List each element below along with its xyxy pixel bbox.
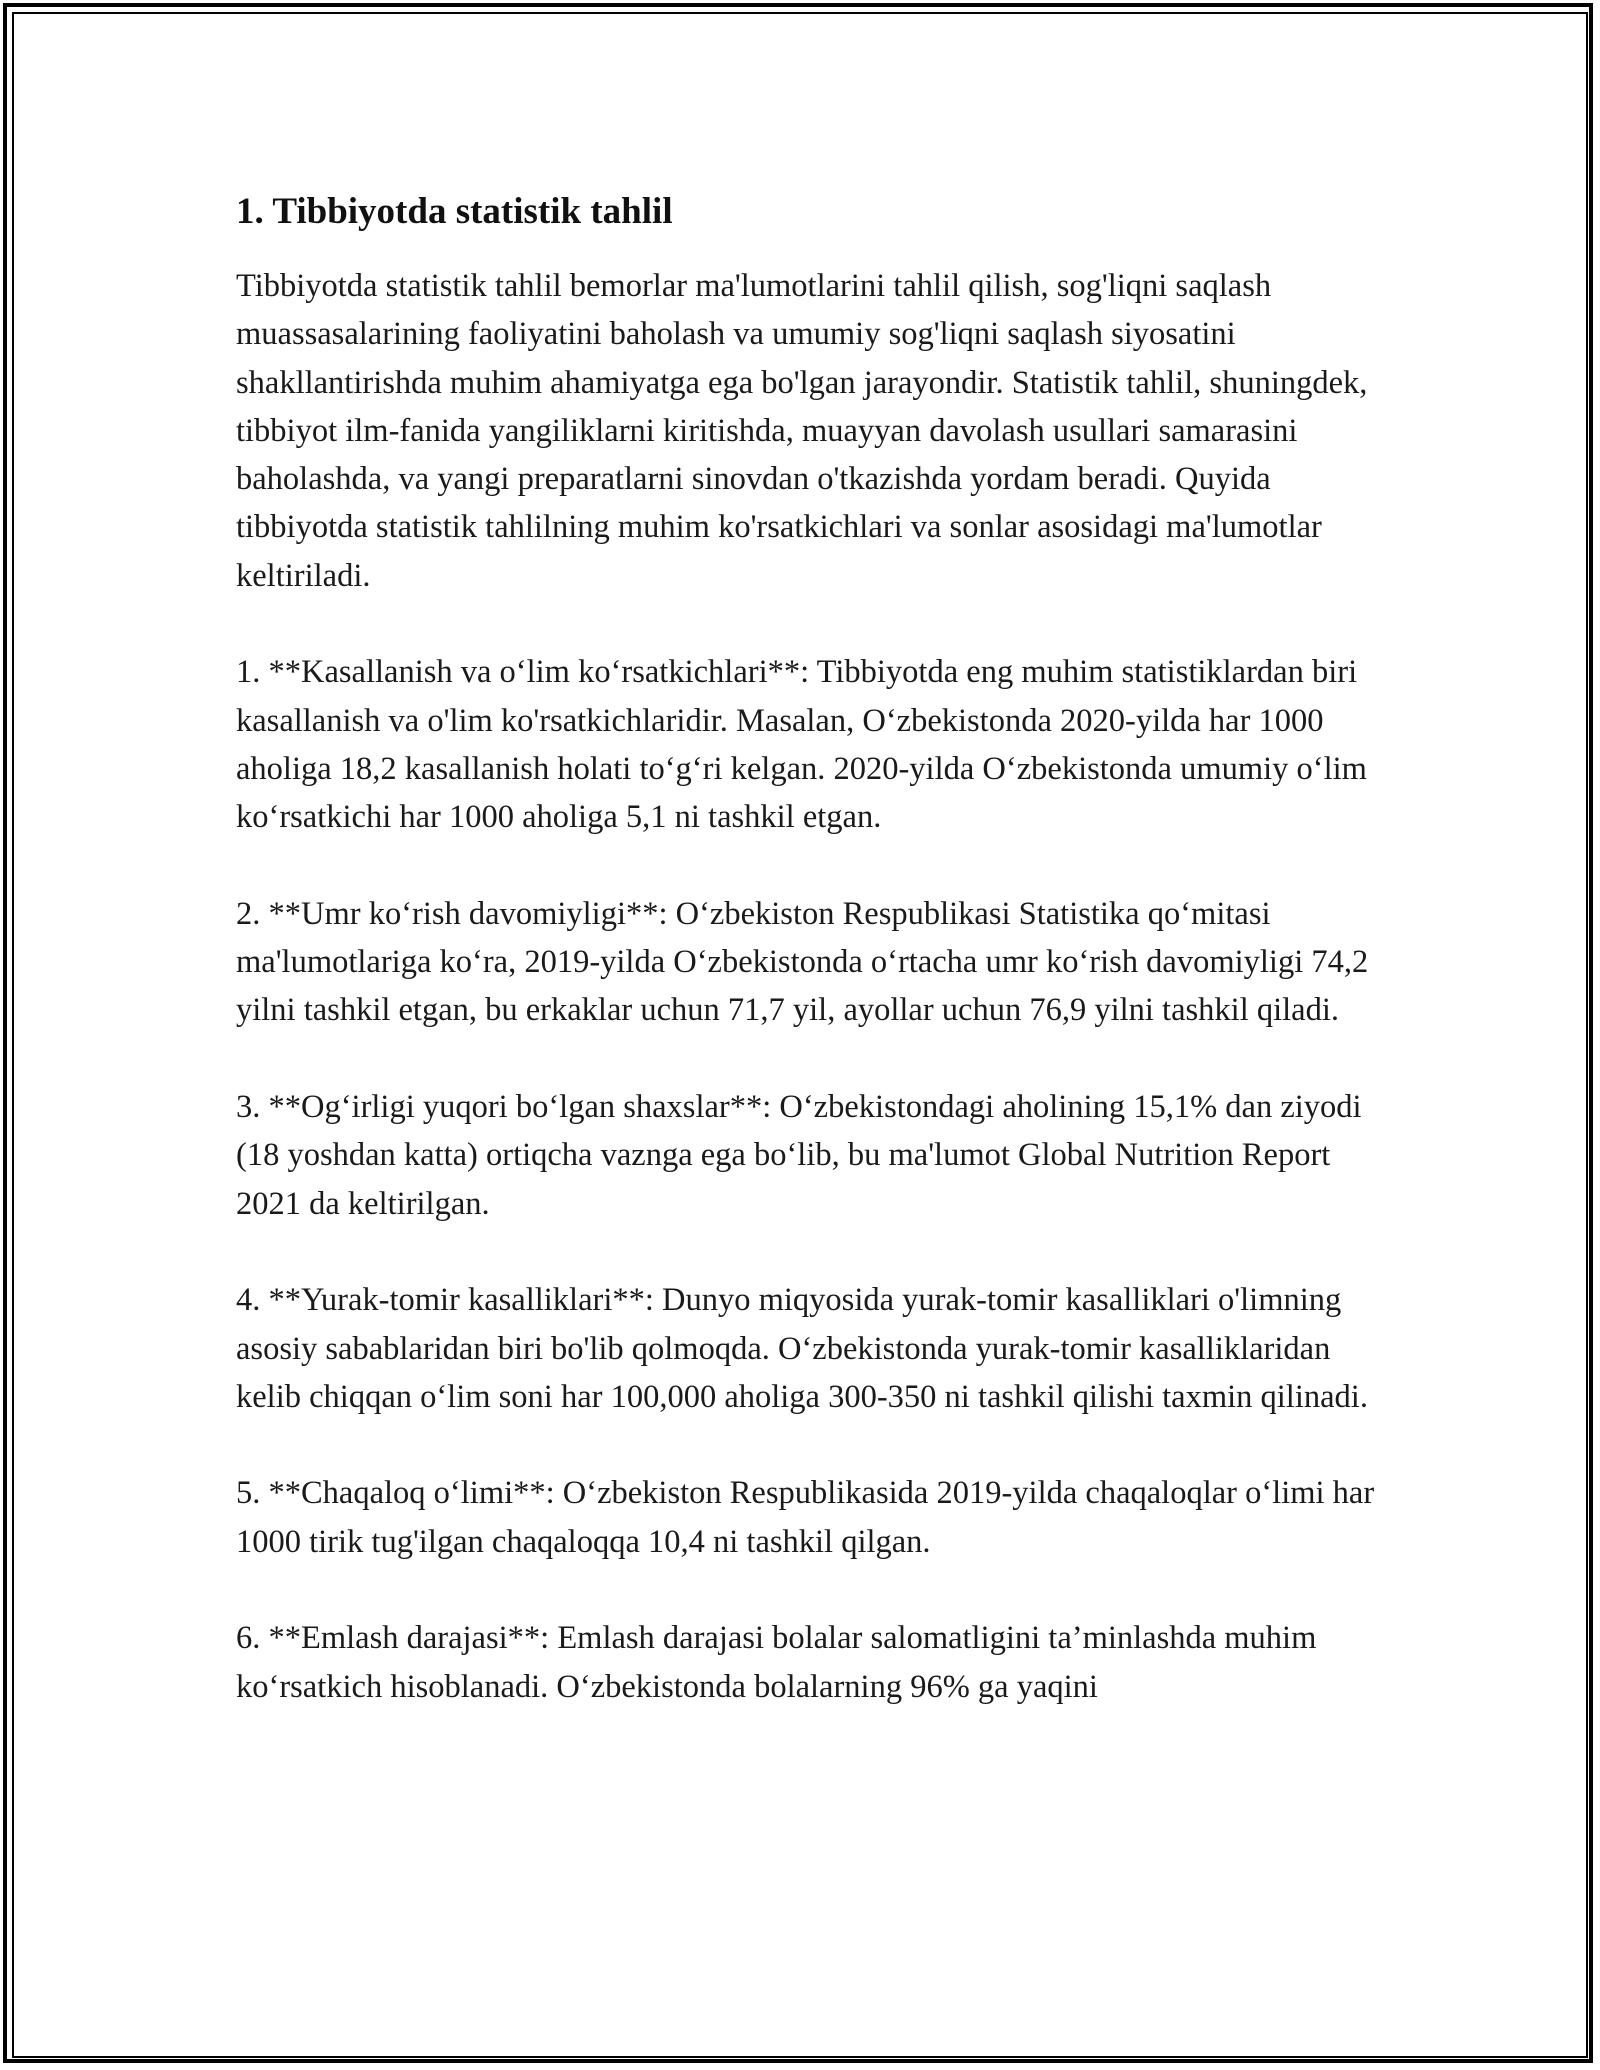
list-item-4: 4. **Yurak-tomir kasalliklari**: Dunyo miqyosida yurak-tomir kasalliklari o'limning asosiy sabablaridan biri bo'lib qolmoqda. O‘zbekistonda yurak-tomir kasalliklaridan kelib chiqqan o‘lim soni har 100,000 aholiga 300-350 ni tashkil qilishi taxmin qilinadi.	[236, 1282, 1368, 1415]
document-body	[236, 188, 1376, 1759]
list-item-2: 2. **Umr ko‘rish davomiyligi**: O‘zbekiston Respublikasi Statistika qo‘mitasi ma'lumotlariga ko‘ra, 2019-yilda O‘zbekistonda o‘rtacha umr ko‘rish davomiyligi 74,2 yilni tashkil etgan, bu erkaklar uchun 71,7 yil, ayollar uchun 76,9 yilni tashkil qiladi.	[236, 895, 1369, 1029]
list-item-5: 5. **Chaqaloq o‘limi**: O‘zbekiston Respublikasida 2019-yilda chaqaloqlar o‘limi har 1000 tirik tug'ilgan chaqaloqqa 10,4 ni tashkil qilgan.	[236, 1475, 1375, 1560]
intro-paragraph: Tibbiyotda statistik tahlil bemorlar ma'lumotlarini tahlil qilish, sog'liqni saqlash muassasalarining faoliyatini baholash va umumiy sog'liqni saqlash siyosatini shakllantirishda muhim ahamiyatga ega bo'lgan jarayondir. Statistik tahlil, shuningdek, tibbiyot ilm-fanida yangiliklarni kiritishda, muayyan davolash usullari samarasini baholashda, va yangi preparatlarni sinovdan o'tkazishda yordam beradi. Quyida tibbiyotda statistik tahlilning muhim ko'rsatkichlari va sonlar asosidagi ma'lumotlar keltiriladi.	[236, 268, 1368, 594]
list-item-6: 6. **Emlash darajasi**: Emlash darajasi bolalar salomatligini ta’minlashda muhim ko‘rsatkich hisoblanadi. O‘zbekistonda bolalarning 96% ga yaqini	[236, 1620, 1317, 1705]
document-title: 1. Tibbiyotda statistik tahlil	[236, 191, 673, 232]
list-item-1: 1. **Kasallanish va o‘lim ko‘rsatkichlari**: Tibbiyotda eng muhim statistiklardan biri kasallanish va o'lim ko'rsatkichlaridir. Masalan, O‘zbekistonda 2020-yilda har 1000 aholiga 18,2 kasallanish holati to‘g‘ri kelgan. 2020-yilda O‘zbekistonda umumiy o‘lim ko‘rsatkichi har 1000 aholiga 5,1 ni tashkil etgan.	[236, 654, 1367, 836]
list-item-3: 3. **Og‘irligi yuqori bo‘lgan shaxslar**: O‘zbekistondagi aholining 15,1% dan ziyodi (18 yoshdan katta) ortiqcha vaznga ega bo‘lib, bu ma'lumot Global Nutrition Report 2021 da keltirilgan.	[236, 1089, 1362, 1222]
